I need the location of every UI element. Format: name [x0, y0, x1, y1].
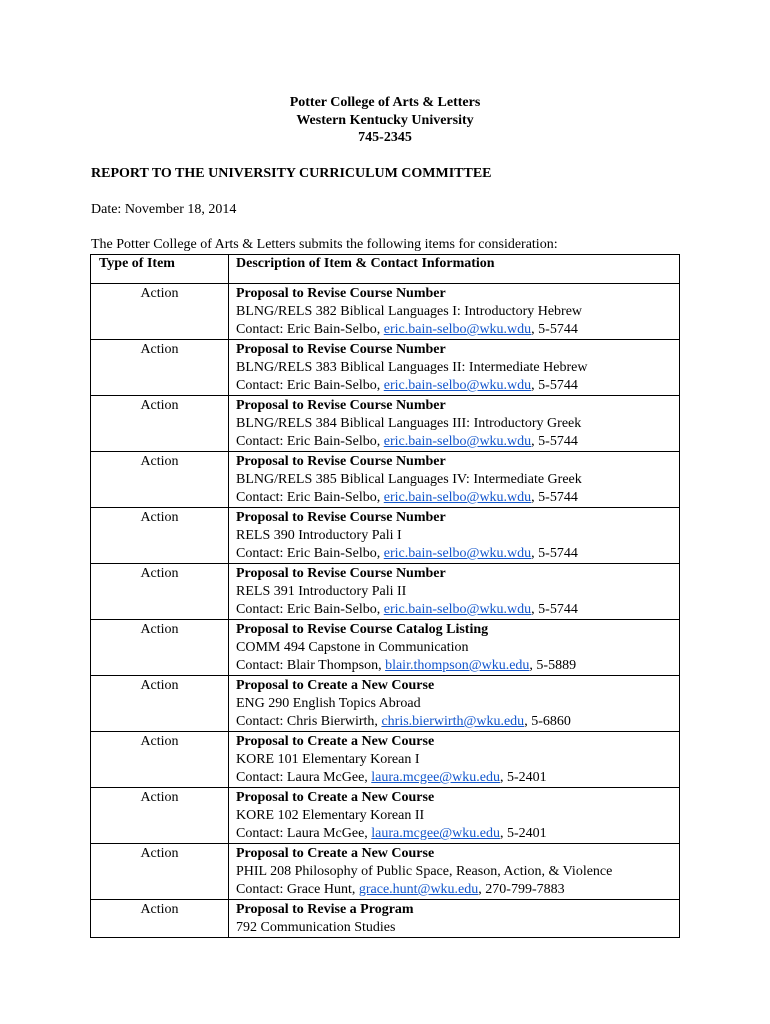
course-name: BLNG/RELS 383 Biblical Languages II: Intermediate Hebrew — [236, 360, 588, 375]
phone-number: 745-2345 — [358, 130, 412, 145]
table-row — [91, 452, 680, 508]
university-name: Western Kentucky University — [296, 112, 474, 128]
proposal-title: Proposal to Revise Course Number — [236, 398, 446, 413]
proposal-title: Proposal to Create a New Course — [236, 846, 435, 861]
course-name: KORE 102 Elementary Korean II — [236, 808, 425, 823]
email-link[interactable]: laura.mcgee@wku.edu — [371, 826, 501, 841]
contact-name: Contact: Eric Bain-Selbo, — [236, 378, 384, 393]
contact-name: Contact: Eric Bain-Selbo, — [236, 546, 384, 561]
table-row — [91, 508, 680, 564]
contact-phone: , 5-5744 — [531, 434, 578, 449]
email-link[interactable]: eric.bain-selbo@wku.wdu — [383, 322, 532, 337]
course-name: PHIL 208 Philosophy of Public Space, Reason, Action, & Violence — [236, 864, 613, 879]
contact-phone: , 5-5744 — [531, 546, 578, 561]
contact-line — [236, 881, 679, 899]
college-name: Potter College of Arts & Letters — [289, 95, 481, 110]
item-type: Action — [91, 844, 229, 900]
contact-phone: , 5-5744 — [531, 602, 578, 617]
item-description — [229, 732, 680, 788]
contact-phone: , 5-5744 — [531, 378, 578, 393]
contact-name: Contact: Eric Bain-Selbo, — [236, 322, 384, 337]
contact-name: Contact: Laura McGee, — [236, 826, 372, 841]
contact-phone: , 5-5744 — [531, 322, 578, 337]
table-row — [91, 732, 680, 788]
table-row — [91, 396, 680, 452]
contact-phone: , 5-2401 — [500, 770, 547, 785]
contact-line — [236, 657, 679, 675]
email-link[interactable]: laura.mcgee@wku.edu — [371, 770, 501, 785]
header-description: Description of Item & Contact Information — [229, 255, 680, 284]
contact-phone: , 5-5744 — [531, 490, 578, 505]
document-header — [0, 94, 770, 147]
table-row — [91, 564, 680, 620]
item-type: Action — [91, 564, 229, 620]
item-type: Action — [91, 396, 229, 452]
course-name: BLNG/RELS 385 Biblical Languages IV: Intermediate Greek — [236, 472, 582, 487]
proposal-title: Proposal to Revise Course Number — [236, 566, 446, 581]
item-description — [229, 844, 680, 900]
item-description — [229, 788, 680, 844]
proposal-title: Proposal to Revise Course Number — [236, 510, 446, 525]
table-row — [91, 676, 680, 732]
report-title: REPORT TO THE UNIVERSITY CURRICULUM COMMITTEE — [91, 166, 492, 181]
contact-line — [236, 321, 679, 339]
contact-line — [236, 433, 679, 451]
contact-line — [236, 769, 679, 787]
item-description — [229, 452, 680, 508]
contact-line — [236, 545, 679, 563]
course-name: KORE 101 Elementary Korean I — [236, 752, 420, 767]
item-type: Action — [91, 732, 229, 788]
proposal-title: Proposal to Revise Course Number — [236, 286, 446, 301]
items-table — [90, 254, 680, 938]
item-description — [229, 396, 680, 452]
table-row — [91, 284, 680, 340]
email-link[interactable]: eric.bain-selbo@wku.wdu — [383, 546, 532, 561]
table-row — [91, 844, 680, 900]
contact-name: Contact: Laura McGee, — [236, 770, 372, 785]
contact-phone: , 5-6860 — [524, 714, 571, 729]
intro-text: The Potter College of Arts & Letters submits the following items for consideration: — [91, 237, 558, 252]
table-row — [91, 620, 680, 676]
contact-line — [236, 489, 679, 507]
email-link[interactable]: eric.bain-selbo@wku.wdu — [383, 490, 532, 505]
course-name: ENG 290 English Topics Abroad — [236, 696, 421, 711]
proposal-title: Proposal to Create a New Course — [236, 790, 435, 805]
proposal-title: Proposal to Revise Course Number — [236, 454, 446, 469]
item-description — [229, 508, 680, 564]
contact-line — [236, 601, 679, 619]
proposal-title: Proposal to Create a New Course — [236, 734, 435, 749]
course-name: BLNG/RELS 382 Biblical Languages I: Introductory Hebrew — [236, 304, 583, 319]
item-type: Action — [91, 340, 229, 396]
program-name: 792 Communication Studies — [236, 920, 396, 935]
item-description — [229, 340, 680, 396]
item-type: Action — [91, 508, 229, 564]
item-description — [229, 900, 680, 938]
item-type: Action — [91, 788, 229, 844]
item-description — [229, 676, 680, 732]
proposal-title: Proposal to Revise a Program — [236, 902, 414, 917]
contact-line — [236, 825, 679, 843]
table-header-row — [91, 255, 680, 284]
contact-line — [236, 377, 679, 395]
contact-name: Contact: Blair Thompson, — [236, 658, 386, 673]
proposal-title: Proposal to Revise Course Catalog Listing — [236, 622, 489, 637]
report-date: Date: November 18, 2014 — [91, 202, 237, 217]
contact-phone: , 270-799-7883 — [478, 882, 565, 897]
header-type-of-item: Type of Item — [91, 255, 229, 284]
contact-name: Contact: Grace Hunt, — [236, 882, 359, 897]
proposal-title: Proposal to Revise Course Number — [236, 342, 446, 357]
item-type: Action — [91, 284, 229, 340]
contact-phone: , 5-2401 — [500, 826, 547, 841]
table-row — [91, 788, 680, 844]
table-row — [91, 900, 680, 938]
contact-name: Contact: Eric Bain-Selbo, — [236, 490, 384, 505]
course-name: BLNG/RELS 384 Biblical Languages III: Introductory Greek — [236, 416, 582, 431]
email-link[interactable]: blair.thompson@wku.edu — [385, 658, 530, 673]
item-description — [229, 620, 680, 676]
course-name: COMM 494 Capstone in Communication — [236, 640, 469, 655]
email-link[interactable]: chris.bierwirth@wku.edu — [381, 714, 525, 729]
contact-phone: , 5-5889 — [529, 658, 577, 673]
item-description — [229, 284, 680, 340]
contact-name: Contact: Chris Bierwirth, — [236, 714, 382, 729]
course-name: RELS 390 Introductory Pali I — [236, 528, 402, 543]
contact-name: Contact: Eric Bain-Selbo, — [236, 434, 384, 449]
email-link[interactable]: eric.bain-selbo@wku.wdu — [383, 378, 532, 393]
course-name: RELS 391 Introductory Pali II — [236, 584, 407, 599]
proposal-title: Proposal to Create a New Course — [236, 678, 435, 693]
email-link[interactable]: grace.hunt@wku.edu — [358, 882, 479, 897]
item-description — [229, 564, 680, 620]
contact-line — [236, 713, 679, 731]
item-type: Action — [91, 452, 229, 508]
item-type: Action — [91, 676, 229, 732]
contact-name: Contact: Eric Bain-Selbo, — [236, 602, 384, 617]
email-link[interactable]: eric.bain-selbo@wku.wdu — [383, 434, 532, 449]
table-row — [91, 340, 680, 396]
email-link[interactable]: eric.bain-selbo@wku.wdu — [383, 602, 532, 617]
item-type: Action — [91, 900, 229, 938]
item-type: Action — [91, 620, 229, 676]
